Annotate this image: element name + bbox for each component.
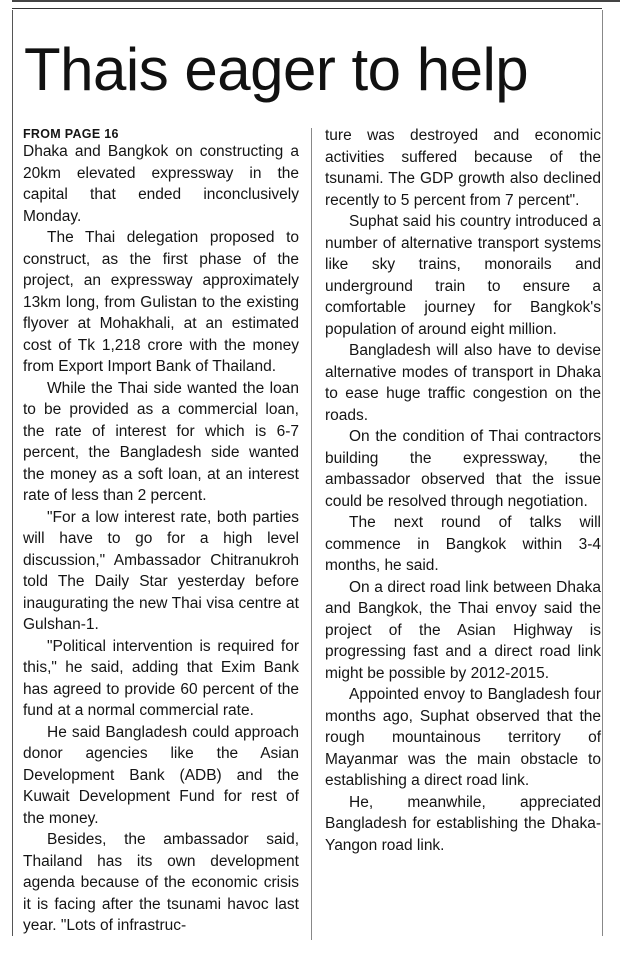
- paragraph: Suphat said his country introduced a number of alternative transport systems like sky trains, monorails and underground train to ensure a comfortable journey for Bangkok's population of around eight million.: [325, 213, 601, 338]
- paragraph: "Political intervention is required for this," he said, adding that Exim Bank has agreed to provide 60 percent of the fund at a normal commercial rate.: [23, 637, 299, 719]
- paragraph: On a direct road link between Dhaka and Bangkok, the Thai envoy said the project of the Asian Highway is progressing fast and a direct road link might be possible by 2012-2015.: [325, 578, 601, 682]
- paragraph: Appointed envoy to Bangladesh four months ago, Suphat observed that the rough mountainous territory of Mayanmar was the main obstacle to establishing a direct road link.: [325, 686, 601, 789]
- headline: Thais eager to help: [24, 36, 529, 103]
- source-tag: FROM PAGE 16: [23, 127, 119, 141]
- paragraph: The Thai delegation proposed to construct, as the first phase of the project, an expressway approximately 13km long, from Gulistan to the existing flyover at Mohakhali, at an estimated cost of Tk 1,218 crore with the money from Export Import Bank of Thailand.: [23, 229, 299, 375]
- paragraph: The next round of talks will commence in Bangkok within 3-4 months, he said.: [325, 514, 601, 574]
- paragraph: He said Bangladesh could approach donor agencies like the Asian Development Bank (ADB) and the Kuwait Development Fund for rest of the money.: [23, 723, 299, 827]
- top-rule: [12, 8, 602, 9]
- paragraph: While the Thai side wanted the loan to be provided as a commercial loan, the rate of interest for which is 6-7 percent, the Bangladesh side wanted the money as a soft loan, at an interest rate of less than 2 percent.: [23, 379, 299, 504]
- paragraph: Dhaka and Bangkok on constructing a 20km elevated expressway in the capital that ended inconclusively Monday.: [23, 143, 299, 225]
- column-divider: [311, 128, 312, 940]
- right-border-rule: [602, 10, 603, 936]
- paragraph: Bangladesh will also have to devise alternative modes of transport in Dhaka to ease huge traffic congestion on the roads.: [325, 342, 601, 424]
- left-column: [23, 127, 299, 937]
- paragraph: He, meanwhile, appreciated Bangladesh for establishing the Dhaka-Yangon road link.: [325, 793, 601, 854]
- paragraph: On the condition of Thai contractors building the expressway, the ambassador observed that the issue could be resolved through negotiation.: [325, 428, 601, 510]
- paragraph: "For a low interest rate, both parties will have to go for a high level discussion," Ambassador Chitranukroh told The Daily Star yesterday before inaugurating the new Thai visa centre at Gulshan-1.: [23, 508, 299, 633]
- paragraph: ture was destroyed and economic activities suffered because of the tsunami. The GDP growth also declined recently to 5 percent from 7 percent".: [325, 127, 601, 209]
- left-border-rule: [12, 10, 13, 936]
- right-column: [325, 125, 601, 856]
- top-border-strip: [12, 0, 620, 8]
- paragraph: Besides, the ambassador said, Thailand has its own development agenda because of the economic crisis it is facing after the tsunami havoc last year. "Lots of infrastruc-: [23, 831, 299, 934]
